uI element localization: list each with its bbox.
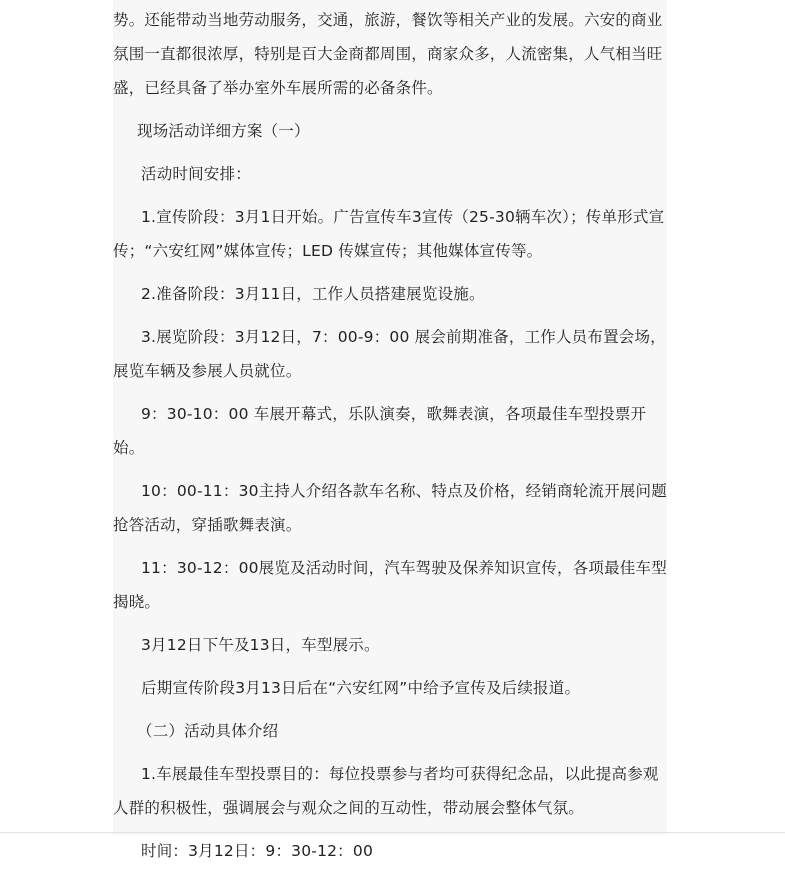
paragraph-vote-purpose: 1.车展最佳车型投票目的：每位投票参与者均可获得纪念品，以此提高参观人群的积极性，强调展会与观众之间的互动性，带动展会整体气氛。 (113, 765, 659, 817)
section-heading-plan: 现场活动详细方案（一） (137, 122, 310, 140)
paragraph-host-introduction: 10：00-11：30主持人介绍各款车名称、特点及价格，经销商轮流开展问题抢答活动，穿插歌舞表演。 (113, 482, 667, 534)
paragraph-later-promotion: 后期宣传阶段3月13日后在“六安红网”中给予宣传及后续报道。 (141, 679, 581, 697)
page-divider (0, 832, 785, 833)
paragraph-intro: 势。还能带动当地劳动服务，交通，旅游，餐饮等相关产业的发展。六安的商业氛围一直都很浓厚，特别是百大金商都周围，商家众多，人流密集，人气相当旺盛，已经具备了举办室外车展所需的必备条件。 (113, 11, 663, 97)
paragraph-schedule-heading: 活动时间安排： (141, 165, 251, 183)
paragraph-car-display: 3月12日下午及13日，车型展示。 (141, 636, 380, 654)
paragraph-exhibition-time: 11：30-12：00展览及活动时间，汽车驾驶及保养知识宣传，各项最佳车型揭晓。 (113, 559, 667, 611)
paragraph-promotion-phase: 1.宣传阶段：3月1日开始。广告宣传车3宣传（25-30辆车次）；传单形式宣传；“六安红网”媒体宣传；LED 传媒宣传；其他媒体宣传等。 (113, 208, 665, 260)
paragraph-vote-time: 时间：3月12日：9：30-12：00 (141, 842, 374, 860)
document-page (113, 0, 667, 860)
paragraph-opening-ceremony: 9：30-10：00 车展开幕式，乐队演奏，歌舞表演，各项最佳车型投票开始。 (113, 405, 647, 457)
section-heading-activity-details: （二）活动具体介绍 (137, 722, 279, 740)
paragraph-preparation-phase: 2.准备阶段：3月11日，工作人员搭建展览设施。 (141, 285, 485, 303)
paragraph-exhibition-phase: 3.展览阶段：3月12日，7：00-9：00 展会前期准备，工作人员布置会场，展览车辆及参展人员就位。 (113, 328, 666, 380)
document-body (113, 3, 667, 877)
